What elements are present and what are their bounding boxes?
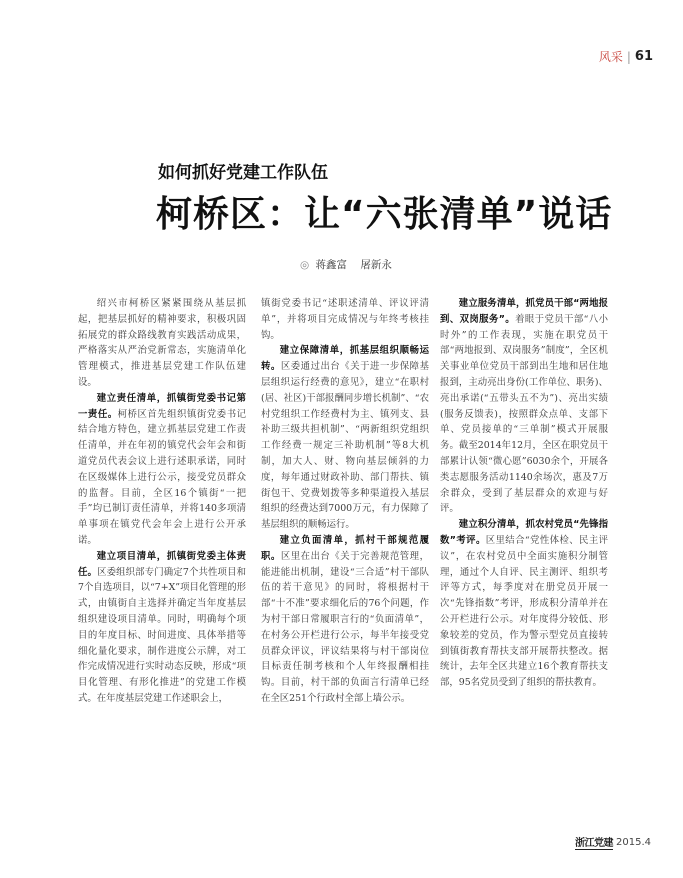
article-column-2 [261, 296, 429, 707]
article-paragraph [78, 391, 246, 549]
page-number: 61 [634, 49, 653, 64]
issue-number: 2015.4 [616, 836, 651, 848]
article-column-1 [78, 296, 246, 707]
paragraph-body: 镇街党委书记“述职述清单、评议评清单”，并将项目完成情况与年终考核挂钩。 [261, 298, 429, 341]
author-name: 蒋鑫富 [315, 259, 348, 271]
page-header [599, 48, 653, 65]
article-paragraph [78, 549, 246, 707]
header-separator: | [626, 49, 631, 64]
paragraph-body: 区委组织部专门确定7个共性项目和7个自选项目，以“7+X”项目化管理的形式，由镇街自主选择并确定当年度基层组织建设项目清单。同时，明确每个项目的年度目标、时间进度、具体举措等细化量化要求，制作进度公示牌，对工作完成情况进行实时动态反映，形成“项目化管理、有形化推进”的党建工作模式。在年度基层党建工作述职会上， [78, 566, 246, 704]
article-paragraph [78, 296, 246, 391]
magazine-logo: 浙江党建 [575, 834, 613, 850]
paragraph-body: 区里在出台《关于完善规范管理，能进能出机制，建设“三合适”村干部队伍的若干意见》的同时，将根据村干部“十不准”要求细化后的76个问题，作为村干部日常履职言行的“负面清单”，在村务公开栏进行公示，每半年接受党员群众评议，评议结果将与村干部岗位目标责任制考核和个人年终报酬相挂钩。目前，村干部的负面言行清单已经在全区251个行政村全部上墙公示。 [261, 550, 429, 704]
paragraph-lead: 建立积分清单，抓农村党员“先锋指数”考评。 [440, 519, 608, 546]
paragraph-lead: 建立保障清单，抓基层组织顺畅运转。 [261, 345, 429, 373]
paragraph-body: 柯桥区首先组织镇街党委书记结合地方特色，建立抓基层党建工作责任清单，并在年初的镇党代会年会和街道党员代表会议上进行述职承诺，同时在区级媒体上进行公示，接受党员群众的监督。目前，全区16个镇街“一把手”均已制订责任清单，并将140多项清单事项在镇党代会年会上进行公开承诺。 [78, 408, 246, 546]
article-paragraph [261, 296, 429, 343]
paragraph-lead: 建立项目清单，抓镇街党委主体责任。 [78, 550, 246, 578]
paragraph-body: 着眼于党员干部“八小时外”的工作表现，实施在职党员干部“两地报到、双岗服务”制度”，全区机关事业单位党员干部到出生地和居住地报到，主动亮出身份(工作单位、职务)、亮出承诺(“五带头五不为”)、亮出实绩(服务反馈表)，按照群众点单、支部下单、党员接单的“三单制”模式开展服务。截至2014年12月，全区在职党员干部累计认领“微心愿”6030余个，开展各类志愿服务活动1140余场次，惠及7万余群众，受到了基层群众的欢迎与好评。 [440, 313, 609, 515]
byline-mark-icon: ◎ [300, 259, 310, 271]
article-paragraph [261, 533, 429, 707]
article-title: 柯桥区：让“六张清单”说话 [156, 194, 613, 235]
section-label: 风采 [598, 50, 623, 64]
article-paragraph [440, 517, 608, 691]
article-subtitle: 如何抓好党建工作队伍 [158, 163, 328, 183]
page-footer [575, 834, 651, 850]
article-column-3 [440, 296, 608, 691]
byline [300, 257, 402, 272]
paragraph-lead: 建立责任清单，抓镇街党委书记第一责任。 [78, 392, 246, 420]
paragraph-lead: 建立负面清单，抓村干部规范履职。 [261, 534, 429, 562]
paragraph-body: 区里结合“党性体检、民主评议”，在农村党员中全面实施积分制管理，通过个人自评、民主测评、组织考评等方式，每季度对在册党员开展一次“先锋指数”考评，形成积分清单并在公开栏进行公示。对年度得分较低、形象较差的党员，作为警示型党员直接转到镇街教育帮扶支部开展帮扶整改。据统计，去年全区共建立16个教育帮扶支部，95名党员受到了组织的帮扶教育。 [440, 534, 608, 689]
article-paragraph [261, 343, 429, 533]
author-name: 屠新永 [360, 259, 392, 271]
paragraph-body: 区委通过出台《关于进一步保障基层组织运行经费的意见》，建立“在职村(居、社区)干部报酬同步增长机制”、“农村党组织工作经费村为主、镇列支、县补助三级共担机制”、“两新组织党组织工作经费一规定三补助机制”等8大机制，加大人、财、物向基层倾斜的力度，每年通过财政补助、部门帮扶、镇街包干、党费划拨等多种渠道投入基层组织的经费达到7000万元，有力保障了基层组织的顺畅运行。 [261, 361, 429, 531]
paragraph-body: 绍兴市柯桥区紧紧围绕从基层抓起，把基层抓好的精神要求，积极巩固拓展党的群众路线教育实践活动成果，严格落实从严治党新常态，实施清单化管理模式，推进基层党建工作队伍建设。 [78, 298, 246, 388]
article-paragraph [440, 296, 608, 517]
paragraph-lead: 建立服务清单，抓党员干部“两地报到、双岗服务”。 [440, 298, 608, 325]
